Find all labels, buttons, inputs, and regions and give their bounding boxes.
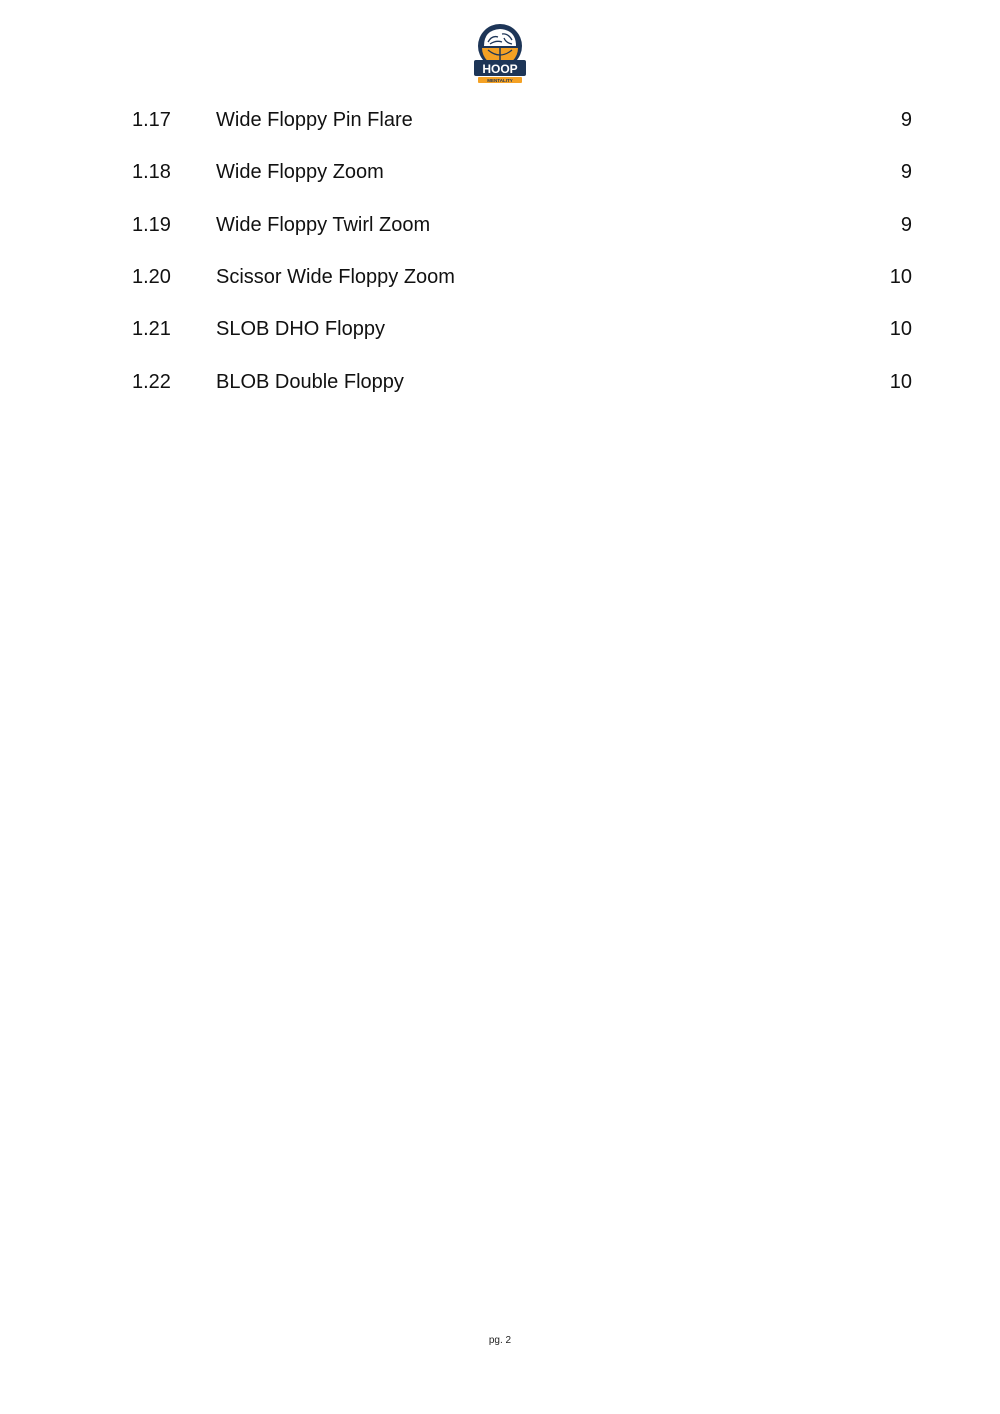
logo-subtext: MENTALITY bbox=[487, 78, 513, 83]
toc-entry-title: Wide Floppy Twirl Zoom bbox=[216, 214, 431, 236]
toc-entry-page: 10 bbox=[889, 266, 912, 288]
toc-entry-title: Wide Floppy Pin Flare bbox=[216, 109, 413, 131]
toc-entry[interactable] bbox=[0, 157, 1000, 187]
toc-entry-number: 1.19 bbox=[132, 214, 171, 236]
toc-entry-title: Wide Floppy Zoom bbox=[216, 161, 384, 183]
toc-entry[interactable] bbox=[0, 367, 1000, 397]
toc-entry-number: 1.17 bbox=[132, 109, 171, 131]
toc-entry-page: 9 bbox=[900, 214, 912, 236]
toc-entry-page: 10 bbox=[889, 318, 912, 340]
toc-entry-number: 1.20 bbox=[132, 266, 171, 288]
toc-entry[interactable] bbox=[0, 314, 1000, 344]
toc-entry[interactable] bbox=[0, 105, 1000, 135]
toc-entry-title: SLOB DHO Floppy bbox=[216, 318, 385, 340]
toc-entry-title: Scissor Wide Floppy Zoom bbox=[216, 266, 455, 288]
toc-entry-number: 1.22 bbox=[132, 371, 171, 393]
toc-entry[interactable] bbox=[0, 262, 1000, 292]
hoop-mentality-logo bbox=[472, 22, 528, 86]
toc-entry-title: BLOB Double Floppy bbox=[216, 371, 404, 393]
toc-entry-page: 9 bbox=[900, 161, 912, 183]
toc-entry-number: 1.21 bbox=[132, 318, 171, 340]
toc-entry[interactable] bbox=[0, 210, 1000, 240]
logo-wordmark: HOOP bbox=[482, 62, 518, 76]
toc-entry-page: 10 bbox=[889, 371, 912, 393]
basketball-brain-icon bbox=[472, 22, 528, 86]
page-number-footer: pg. 2 bbox=[488, 1335, 512, 1346]
toc-entry-page: 9 bbox=[900, 109, 912, 131]
toc-entry-number: 1.18 bbox=[132, 161, 171, 183]
